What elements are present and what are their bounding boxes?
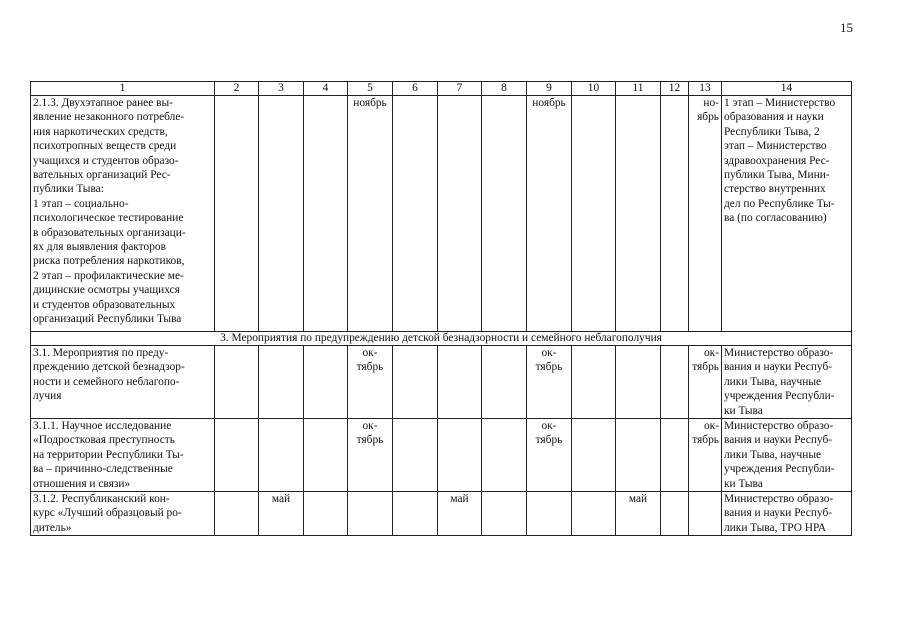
period-cell-col13: ок- тябрь — [689, 346, 722, 419]
empty-cell — [304, 346, 348, 419]
period-cell-col5: ок- тябрь — [348, 419, 393, 492]
empty-cell — [482, 346, 527, 419]
empty-cell — [438, 346, 482, 419]
column-numbers-row — [31, 82, 852, 96]
empty-cell — [304, 492, 348, 536]
column-header-3: 3 — [259, 82, 304, 96]
page-number: 15 — [840, 20, 853, 35]
empty-cell — [438, 419, 482, 492]
period-cell-col9: ок- тябрь — [527, 346, 572, 419]
column-header-2: 2 — [215, 82, 259, 96]
empty-cell — [689, 492, 722, 536]
period-cell-col5: ноябрь — [348, 96, 393, 332]
empty-cell — [616, 96, 661, 332]
column-header-5: 5 — [348, 82, 393, 96]
empty-cell — [616, 346, 661, 419]
column-header-12: 12 — [661, 82, 689, 96]
empty-cell — [661, 96, 689, 332]
empty-cell — [393, 96, 438, 332]
table-row-2-1-3 — [31, 96, 852, 332]
empty-cell — [572, 419, 616, 492]
period-cell-col11: май — [616, 492, 661, 536]
period-cell-col13: но- ябрь — [689, 96, 722, 332]
empty-cell — [572, 96, 616, 332]
table-row-3-1-2 — [31, 492, 852, 536]
empty-cell — [482, 96, 527, 332]
empty-cell — [259, 96, 304, 332]
section-3-row — [31, 332, 852, 346]
empty-cell — [393, 346, 438, 419]
empty-cell — [348, 492, 393, 536]
responsible-cell: 1 этап – Министерство образования и науки Республики Тыва, 2 этап – Министерство здравоохранения Рес- публики Тыва, Мини- стерство внутренних дел по Республике Ты- ва (по согласованию) — [722, 96, 852, 332]
activity-name-cell: 3.1.2. Республиканский кон- курс «Лучший образцовый ро- дитель» — [31, 492, 215, 536]
column-header-6: 6 — [393, 82, 438, 96]
empty-cell — [572, 346, 616, 419]
empty-cell — [215, 346, 259, 419]
period-cell-col13: ок- тябрь — [689, 419, 722, 492]
empty-cell — [393, 419, 438, 492]
empty-cell — [661, 346, 689, 419]
empty-cell — [661, 419, 689, 492]
empty-cell — [527, 492, 572, 536]
column-header-4: 4 — [304, 82, 348, 96]
period-cell-col7: май — [438, 492, 482, 536]
period-cell-col9: ноябрь — [527, 96, 572, 332]
responsible-cell: Министерство образо- вания и науки Респуб- лики Тыва, научные учреждения Республи- ки Тыва — [722, 419, 852, 492]
plan-table — [30, 81, 852, 536]
column-header-11: 11 — [616, 82, 661, 96]
activity-name-cell: 3.1.1. Научное исследование «Подростковая преступность на территории Республики Ты- ва – причинно-следственные отношения и связи» — [31, 419, 215, 492]
column-header-14: 14 — [722, 82, 852, 96]
column-header-9: 9 — [527, 82, 572, 96]
empty-cell — [304, 419, 348, 492]
activity-name-cell: 2.1.3. Двухэтапное ранее вы- явление незаконного потребле- ния наркотических средств, психотропных веществ среди учащихся и студентов образо- вательных организаций Рес- публики Тыва: 1 этап – социально- психологическое тестирование в образовательных организаци- ях для выявления факторов риска потребления наркотиков, 2 этап – профилактические ме- дицинские осмотры учащихся и студентов образовательных организаций Республики Тыва — [31, 96, 215, 332]
table-row-3-1 — [31, 346, 852, 419]
empty-cell — [438, 96, 482, 332]
empty-cell — [304, 96, 348, 332]
column-header-8: 8 — [482, 82, 527, 96]
column-header-13: 13 — [689, 82, 722, 96]
column-header-1: 1 — [31, 82, 215, 96]
empty-cell — [215, 492, 259, 536]
empty-cell — [215, 96, 259, 332]
column-header-7: 7 — [438, 82, 482, 96]
section-title: 3. Мероприятия по предупреждению детской безнадзорности и семейного неблагополучия — [31, 332, 852, 346]
empty-cell — [393, 492, 438, 536]
responsible-cell: Министерство образо- вания и науки Респуб- лики Тыва, ТРО НРА — [722, 492, 852, 536]
empty-cell — [661, 492, 689, 536]
empty-cell — [616, 419, 661, 492]
column-header-10: 10 — [572, 82, 616, 96]
period-cell-col5: ок- тябрь — [348, 346, 393, 419]
empty-cell — [215, 419, 259, 492]
activity-name-cell: 3.1. Мероприятия по преду- преждению детской безнадзор- ности и семейного неблагопо- лучия — [31, 346, 215, 419]
empty-cell — [482, 492, 527, 536]
empty-cell — [259, 419, 304, 492]
period-cell-col9: ок- тябрь — [527, 419, 572, 492]
period-cell-col3: май — [259, 492, 304, 536]
table-row-3-1-1 — [31, 419, 852, 492]
empty-cell — [259, 346, 304, 419]
responsible-cell: Министерство образо- вания и науки Респуб- лики Тыва, научные учреждения Республи- ки Тыва — [722, 346, 852, 419]
empty-cell — [572, 492, 616, 536]
empty-cell — [482, 419, 527, 492]
